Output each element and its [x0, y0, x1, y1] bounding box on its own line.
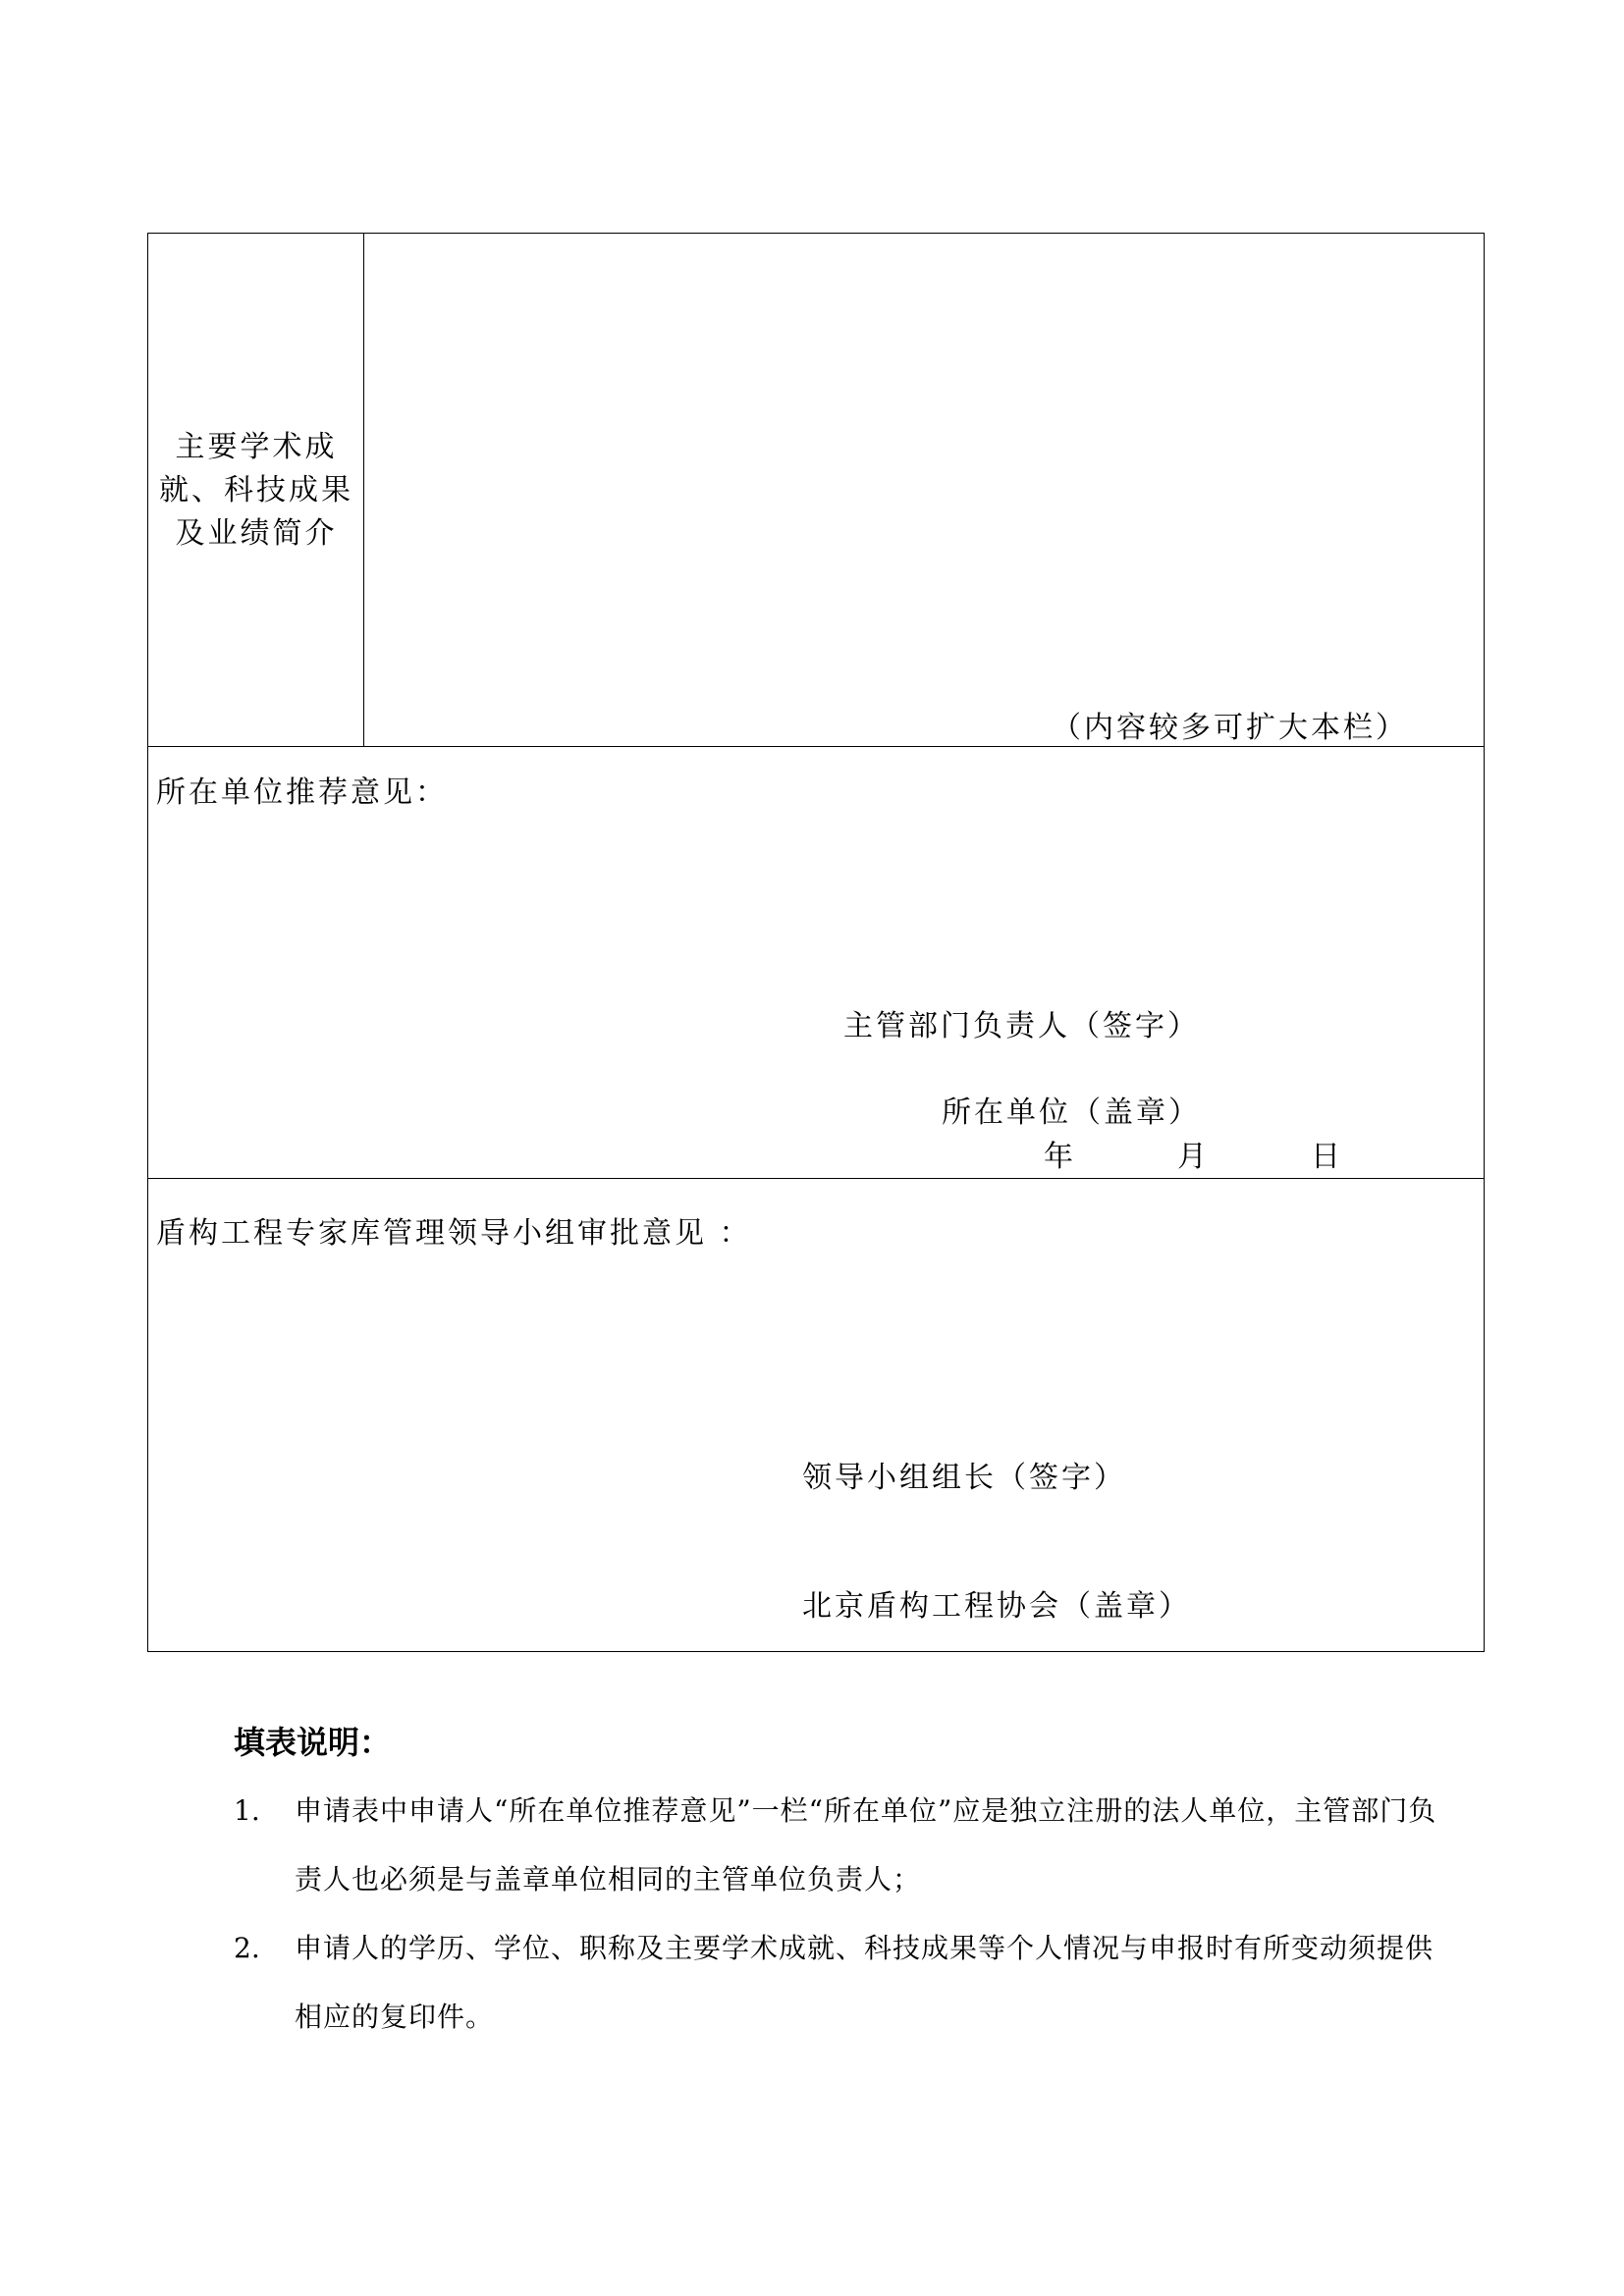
- application-form-table: [147, 233, 1485, 1652]
- unit-date-day: 日: [1311, 1140, 1343, 1174]
- unit-seal-label: 所在单位（盖章）: [942, 1095, 1201, 1130]
- note-number: 2.: [234, 1932, 260, 1964]
- notes-title: 填表说明：: [234, 1724, 392, 1761]
- note-number: 1.: [234, 1794, 260, 1827]
- achievements-input-area[interactable]: [365, 234, 1483, 746]
- unit-date-month: 月: [1177, 1140, 1210, 1174]
- unit-signer-label: 主管部门负责人（签字）: [843, 1009, 1200, 1043]
- approval-title: 盾构工程专家库管理领导小组审批意见 ：: [156, 1216, 752, 1251]
- note-text: 申请表中申请人“所在单位推荐意见”一栏“所在单位”应是独立注册的法人单位，主管部门负责人也必须是与盖章单位相同的主管单位负责人；: [295, 1794, 1437, 1896]
- row-divider: [148, 1178, 1484, 1179]
- achievements-hint: （内容较多可扩大本栏）: [1052, 711, 1408, 745]
- note-text: 申请人的学历、学位、职称及主要学术成就、科技成果等个人情况与申报时有所变动须提供相应的复印件。: [295, 1932, 1435, 2033]
- unit-recommendation-area[interactable]: [148, 748, 1483, 1177]
- row-divider: [148, 746, 1484, 747]
- unit-recommendation-title: 所在单位推荐意见：: [156, 775, 448, 810]
- column-divider: [363, 234, 364, 747]
- achievements-label-cell: [148, 234, 364, 747]
- approval-signer-label: 领导小组组长（签字）: [802, 1461, 1126, 1495]
- achievements-label: 主要学术成 就、科技成果 及业绩简介: [159, 429, 353, 551]
- approval-seal-label: 北京盾构工程协会（盖章）: [802, 1589, 1191, 1624]
- unit-date-year: 年: [1044, 1140, 1076, 1174]
